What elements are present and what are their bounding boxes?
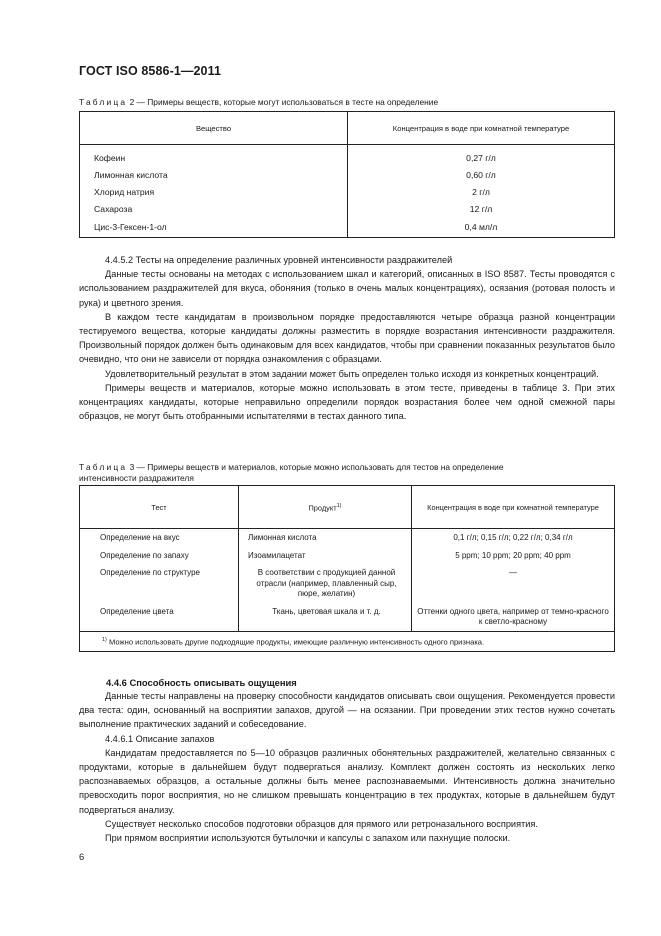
section-446-paragraph: Кандидатам предоставляется по 5—10 образцов различных обонятельных раздражителей, желательно связанных с продуктами, которые в дальнейшем будут подвергаться анализу. Комплект должен состоять из нескольких легко распознаваемых образцов, а остальные должны быть менее распознаваемыми. Интенсивность должна значительно превосходить порог восприятия, но не слишком превышать концентрацию в тех продуктах, которые в дальнейшем будут подвергаться анализу. xyxy=(79,747,615,815)
table2-substance: Лимонная кислота xyxy=(80,166,348,183)
table2-value: 12 г/л xyxy=(348,200,615,217)
table-row xyxy=(80,547,615,565)
section-4452-paragraph: Примеры веществ и материалов, которые можно использовать в этом тесте, приведены в таблице 3. При этих концентрациях кандидаты, которые неправильно определили порядок возрастания более чем одной смежной пары образцов, не могут быть отобранными испытателями в тестах данного типа. xyxy=(79,382,615,422)
table2-value: 0,4 мл/л xyxy=(348,217,615,238)
table2-caption-text: 2 — Примеры веществ, которые могут использоваться в тесте на определение xyxy=(127,97,439,107)
table3-product: Лимонная кислота xyxy=(239,529,412,547)
table3-footnote-text: Можно использовать другие подходящие продукты, имеющие различную интенсивность одного признака. xyxy=(106,637,485,647)
table2-value: 0,27 г/л xyxy=(348,145,615,167)
table3-concentration: 5 ppm; 10 ppm; 20 ppm; 40 ppm xyxy=(412,547,615,565)
table2-value: 0,60 г/л xyxy=(348,166,615,183)
section-446 xyxy=(79,689,615,845)
section-446-paragraph: Данные тесты направлены на проверку способности кандидатов описывать свои ощущения. Рекомендуется провести два теста: один, основанный на восприятии запахов, другой — на осязании. При проведении этих тестов нужно сочетать выполнение практических заданий и собеседование. xyxy=(79,691,615,730)
table3-product: Ткань, цветовая шкала и т. д. xyxy=(239,603,412,632)
table3-product: В соответствии с продукцией данной отрасли (например, плавленный сыр, пюре, желатин) xyxy=(239,564,412,603)
table3-product: Изоамилацетат xyxy=(239,547,412,565)
table3-header-product xyxy=(239,486,412,529)
table2-header-concentration: Концентрация в воде при комнатной температуре xyxy=(348,112,615,145)
table2-value: 2 г/л xyxy=(348,183,615,200)
table-row xyxy=(80,145,615,167)
table2-header-substance: Вещество xyxy=(80,112,348,145)
table3 xyxy=(79,485,615,652)
table-row xyxy=(80,564,615,603)
table3-caption xyxy=(79,462,619,484)
table2-substance: Сахароза xyxy=(80,200,348,217)
section-4452-paragraph: Удовлетворительный результат в этом задании может быть определен только исходя из конкретных концентраций. xyxy=(105,368,599,379)
table3-caption-word: Таблица xyxy=(79,462,128,472)
table3-footnote-row xyxy=(80,631,615,651)
table-row xyxy=(80,603,615,632)
section-446-heading: 4.4.6 Способность описывать ощущения xyxy=(106,677,297,688)
table3-test: Определение цвета xyxy=(80,603,239,632)
table2 xyxy=(79,111,615,238)
table3-footnote xyxy=(80,631,615,651)
table3-test: Определение по структуре xyxy=(80,564,239,603)
section-4461-heading: 4.4.6.1 Описание запахов xyxy=(105,733,215,744)
table3-header-product-text: Продукт xyxy=(308,503,337,513)
section-446-paragraph: При прямом восприятии используются бутылочки и капсулы с запахом или пахнущие полоски. xyxy=(105,833,511,844)
table-row xyxy=(80,183,615,200)
table-row xyxy=(80,166,615,183)
table2-caption xyxy=(79,97,619,108)
document-header: ГОСТ ISO 8586-1—2011 xyxy=(79,64,222,78)
table3-caption-text: 3 — Примеры веществ и материалов, которые можно использовать для тестов на определение xyxy=(127,462,504,472)
section-4452-paragraph: Данные тесты основаны на методах с использованием шкал и категорий, описанных в ISO 8587. Тесты проводятся с использованием раздражителей для вкуса, обоняния (только в очень малых концентрациях), осязания (ротовая полость и рука) и цветного зрения. xyxy=(79,269,615,308)
table2-substance: Хлорид натрия xyxy=(80,183,348,200)
table2-caption-word: Таблица xyxy=(79,97,128,107)
table2-substance: Цис-3-Гексен-1-ол xyxy=(80,217,348,238)
table3-test: Определение по запаху xyxy=(80,547,239,565)
table2-substance: Кофеин xyxy=(80,145,348,167)
table3-concentration: — xyxy=(412,564,615,603)
table3-header-test: Тест xyxy=(80,486,239,529)
table-row xyxy=(80,200,615,217)
section-4452-heading: 4.4.5.2 Тесты на определение различных уровней интенсивности раздражителей xyxy=(105,255,453,265)
section-4452-paragraph: В каждом тесте кандидатам в произвольном порядке предоставляются четыре образца разной концентрации тестируемого вещества, которые кандидаты должны разместить в порядке возрастания интенсивности раздражителя. Произвольный порядок должен быть одинаковым для всех кандидатов, чтобы при сравнении показанных результатов было очевидно, что они не зависели от порядка ознакомления с образцами. xyxy=(79,311,615,365)
table3-header-concentration: Концентрация в воде при комнатной температуре xyxy=(412,486,615,529)
table3-concentration: Оттенки одного цвета, например от темно-красного к светло-красному xyxy=(412,603,615,632)
table-row xyxy=(80,529,615,547)
table3-concentration: 0,1 г/л; 0,15 г/л; 0,22 г/л; 0,34 г/л xyxy=(412,529,615,547)
table3-caption-line2: интенсивности раздражителя xyxy=(79,473,194,483)
table3-footnote-mark: 1) xyxy=(102,636,107,643)
section-4452 xyxy=(79,253,615,423)
table3-header-product-footnote-mark: 1) xyxy=(336,502,342,509)
table-row xyxy=(80,217,615,238)
table3-test: Определение на вкус xyxy=(80,529,239,547)
section-446-paragraph: Существует несколько способов подготовки образцов для прямого или ретроназального восприятия. xyxy=(105,818,538,829)
page-number: 6 xyxy=(79,851,85,862)
